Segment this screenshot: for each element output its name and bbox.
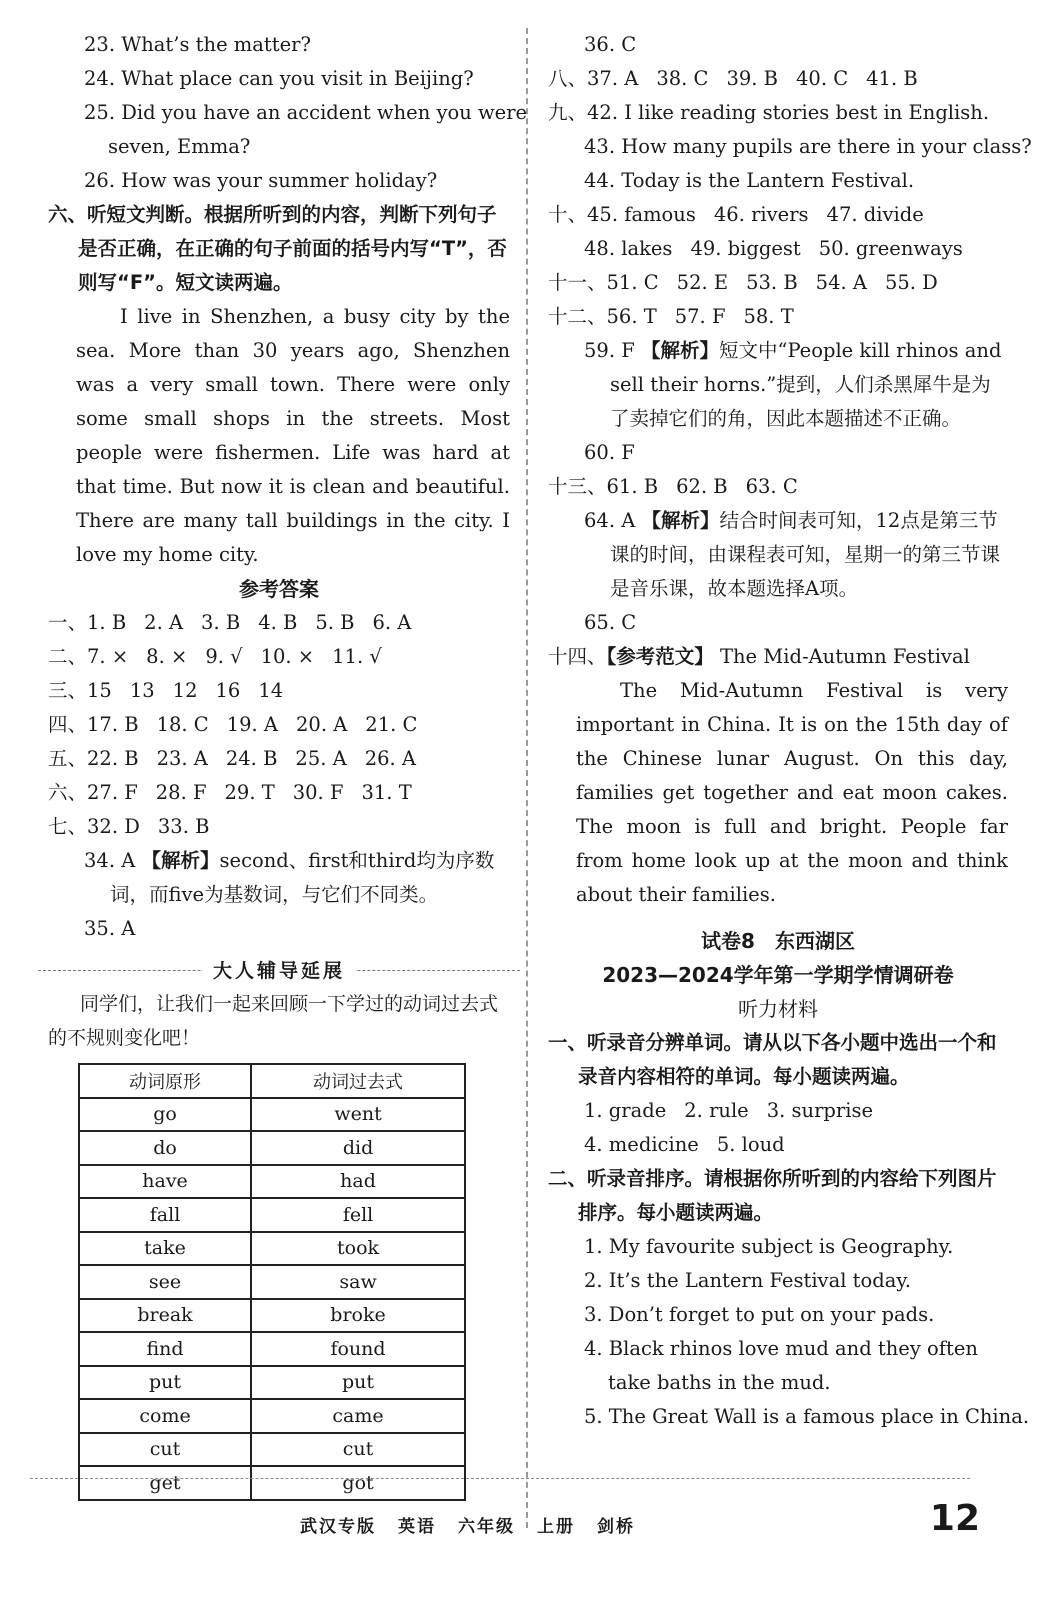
answer-item: 5. B <box>315 611 355 634</box>
answer-key <box>48 606 510 844</box>
answer-row-4 <box>48 708 510 742</box>
table-row <box>79 1433 465 1467</box>
base-form-cell: break <box>79 1299 251 1333</box>
base-form-cell: do <box>79 1131 251 1165</box>
base-form-cell: take <box>79 1232 251 1266</box>
word-item: 3. surprise <box>766 1099 874 1122</box>
answer-row-10b <box>548 232 1008 266</box>
answer-section-num: 四、 <box>48 713 88 736</box>
listening-passage: I live in Shenzhen, a busy city by the sea. More than 30 years ago, Shenzhen was a very small town. There were only some small shops in the streets. Most people were fishermen. Life was hard at that time. But now it is clean and beautiful. There are many tall buildings in the city. I love my home city. <box>76 305 510 566</box>
answer-item: 50. greenways <box>818 237 963 260</box>
listening-item-26: 26. How was your summer holiday? <box>84 169 438 192</box>
section-6-heading: 六、听短文判断。根据所听到的内容，判断下列句子是否正确，在正确的句子前面的括号内写“T”，否则写“F”。短文读两遍。 <box>48 203 507 294</box>
answer-item: 38. C <box>656 67 709 90</box>
table-row <box>79 1232 465 1266</box>
footer-grade: 六年级 <box>458 1517 515 1537</box>
answer-section-num: 十四、 <box>548 645 607 668</box>
answer-item: 14 <box>258 679 284 702</box>
answer-item: 16 <box>215 679 241 702</box>
answer-row-7 <box>48 810 510 844</box>
answer-item: 48. lakes <box>584 237 673 260</box>
footer-subject: 英语 <box>398 1517 436 1537</box>
sample-essay-tag: 【参考范文】 <box>606 645 714 668</box>
base-form-cell: have <box>79 1165 251 1199</box>
footer <box>300 1512 657 1537</box>
column-divider <box>526 28 528 1528</box>
answer-item: 49. biggest <box>690 237 801 260</box>
answer-item: 63. C <box>745 475 798 498</box>
answer-item: 57. F <box>674 305 726 328</box>
answer-59 <box>548 334 1008 436</box>
answer-item: 9. √ <box>205 645 243 668</box>
sentence-item-1: 1. My favourite subject is Geography. <box>584 1235 954 1258</box>
listening-section-2-heading: 二、听录音排序。请根据你所听到的内容给下列图片排序。每小题读两遍。 <box>548 1167 997 1224</box>
answer-row-12 <box>548 300 1008 334</box>
base-form-cell: put <box>79 1366 251 1400</box>
table-row <box>79 1165 465 1199</box>
answer-section-num: 八、 <box>548 67 588 90</box>
answer-row-11 <box>548 266 1008 300</box>
answer-44: 44. Today is the Lantern Festival. <box>584 169 915 192</box>
past-form-cell: found <box>251 1332 465 1366</box>
essay-title: The Mid-Autumn Festival <box>719 645 970 668</box>
answer-row-10a <box>548 198 1008 232</box>
answer-section-8 <box>548 62 1008 96</box>
answer-item: 45. famous <box>587 203 696 226</box>
word-row-1 <box>548 1094 1008 1128</box>
footer-divider <box>30 1478 970 1479</box>
table-row <box>79 1466 465 1500</box>
past-form-cell: took <box>251 1232 465 1266</box>
answer-item: 22. B <box>87 747 139 770</box>
answer-row-3 <box>48 674 510 708</box>
answer-item: 23. A <box>156 747 208 770</box>
table-row <box>79 1332 465 1366</box>
answer-34-explanation: second、first和third均为序数词，而five为基数词，与它们不同类。 <box>110 849 495 906</box>
footer-edition: 武汉专版 <box>300 1517 376 1537</box>
table-header-base-form: 动词原形 <box>79 1064 251 1098</box>
footer-volume: 上册 <box>537 1517 575 1537</box>
paper-subtitle: 2023—2024学年第一学期学情调研卷 <box>602 963 954 987</box>
sentence-item-2: 2. It’s the Lantern Festival today. <box>584 1269 911 1292</box>
answer-item: 12 <box>172 679 198 702</box>
answer-section-num: 七、 <box>48 815 88 838</box>
answer-row-1 <box>48 606 510 640</box>
answer-item: 6. A <box>372 611 412 634</box>
answer-60: 60. F <box>584 441 635 464</box>
answer-item: 8. × <box>146 645 188 668</box>
answer-item: 56. T <box>606 305 657 328</box>
past-form-cell: got <box>251 1466 465 1500</box>
word-item: 1. grade <box>584 1099 667 1122</box>
answer-64-num: 64. A <box>584 509 636 532</box>
answer-item: 24. B <box>225 747 278 770</box>
listening-item-25-cont: seven, Emma? <box>108 135 251 158</box>
answer-36: 36. C <box>584 33 637 56</box>
answer-row-2 <box>48 640 510 674</box>
answer-34 <box>48 844 510 912</box>
answer-item: 2. A <box>144 611 184 634</box>
irregular-verbs-table <box>78 1063 466 1501</box>
answer-section-num: 十三、 <box>548 475 607 498</box>
answer-row-5 <box>48 742 510 776</box>
answer-section-num: 十一、 <box>548 271 607 294</box>
listening-item-25: 25. Did you have an accident when you were <box>84 101 528 124</box>
table-row <box>79 1299 465 1333</box>
answer-item: 58. T <box>743 305 794 328</box>
past-form-cell: had <box>251 1165 465 1199</box>
table-row <box>79 1131 465 1165</box>
base-form-cell: come <box>79 1399 251 1433</box>
answer-item: 20. A <box>296 713 348 736</box>
table-header-row <box>79 1064 465 1098</box>
answer-item: 11. √ <box>332 645 382 668</box>
left-column <box>48 28 528 1501</box>
answer-section-num: 十二、 <box>548 305 607 328</box>
answer-item: 46. rivers <box>713 203 809 226</box>
answer-item: 19. A <box>226 713 278 736</box>
extension-title <box>48 956 510 983</box>
page-number: 12 <box>929 1498 980 1539</box>
answer-59-num: 59. F <box>584 339 635 362</box>
answer-item: 33. B <box>157 815 210 838</box>
base-form-cell: find <box>79 1332 251 1366</box>
answer-item: 31. T <box>361 781 412 804</box>
answer-item: 41. B <box>866 67 918 90</box>
table-row <box>79 1198 465 1232</box>
answer-item: 3. B <box>201 611 241 634</box>
listening-item-24: 24. What place can you visit in Beijing? <box>84 67 474 90</box>
word-item: 2. rule <box>684 1099 749 1122</box>
extension-title-text: 大人辅导延展 <box>203 960 355 982</box>
answer-section-num: 十、 <box>548 203 588 226</box>
table-header-past-form: 动词过去式 <box>251 1064 465 1098</box>
answer-item: 4. B <box>258 611 298 634</box>
base-form-cell: see <box>79 1265 251 1299</box>
answer-64-explanation: 结合时间表可知，12点是第三节课的时间，由课程表可知，星期一的第三节课是音乐课，故本题选择A项。 <box>610 509 1001 600</box>
word-row-2 <box>548 1128 1008 1162</box>
answer-item: 26. A <box>364 747 416 770</box>
analysis-tag: 【解析】 <box>641 509 720 532</box>
base-form-cell: get <box>79 1466 251 1500</box>
extension-intro: 同学们，让我们一起来回顾一下学过的动词过去式的不规则变化吧！ <box>48 993 499 1049</box>
answer-key-title: 参考答案 <box>239 577 319 601</box>
answer-item: 25. A <box>295 747 347 770</box>
answer-item: 40. C <box>796 67 849 90</box>
word-item: 4. medicine <box>584 1133 699 1156</box>
answer-item: 51. C <box>606 271 659 294</box>
answer-item: 1. B <box>87 611 127 634</box>
answer-35: 35. A <box>84 917 136 940</box>
answer-section-num: 一、 <box>48 611 88 634</box>
sentence-item-5: 5. The Great Wall is a famous place in China. <box>584 1405 1030 1428</box>
answer-item: 15 <box>87 679 112 702</box>
answer-row-13 <box>548 470 1008 504</box>
answer-item: 32. D <box>87 815 140 838</box>
table-row <box>79 1265 465 1299</box>
past-form-cell: fell <box>251 1198 465 1232</box>
answer-section-num: 六、 <box>48 781 88 804</box>
answer-item: 10. × <box>260 645 315 668</box>
answer-item: 53. B <box>746 271 798 294</box>
answer-section-num: 五、 <box>48 747 88 770</box>
table-row <box>79 1399 465 1433</box>
answer-item: 28. F <box>155 781 207 804</box>
analysis-tag: 【解析】 <box>640 339 719 362</box>
sentence-item-4: 4. Black rhinos love mud and they often take baths in the mud. <box>584 1337 978 1394</box>
base-form-cell: go <box>79 1098 251 1132</box>
answer-item: 54. A <box>815 271 867 294</box>
answer-item: 13 <box>129 679 155 702</box>
answer-item: 21. C <box>365 713 418 736</box>
answer-item: 30. F <box>292 781 344 804</box>
answer-row-6 <box>48 776 510 810</box>
answer-item: 18. C <box>156 713 209 736</box>
answer-item: 52. E <box>676 271 729 294</box>
analysis-tag: 【解析】 <box>141 849 220 872</box>
answer-34-num: 34. A <box>84 849 136 872</box>
answer-item: 55. D <box>884 271 938 294</box>
footer-publisher: 剑桥 <box>597 1517 635 1537</box>
section-14-heading <box>548 640 1008 674</box>
answer-item: 62. B <box>676 475 728 498</box>
answer-item: 39. B <box>726 67 778 90</box>
answer-59-explanation: 短文中“People kill rhinos and sell their horns.”提到，人们杀黑犀牛是为了卖掉它们的角，因此本题描述不正确。 <box>610 339 1002 430</box>
past-form-cell: did <box>251 1131 465 1165</box>
sample-essay: The Mid-Autumn Festival is very important in China. It is on the 15th day of the Chinese lunar August. On this day, families get together and eat moon cakes. The moon is full and bright. People far from home look up at the moon and think about their families. <box>576 679 1008 906</box>
answer-section-num: 二、 <box>48 645 88 668</box>
answer-section-num: 三、 <box>48 679 88 702</box>
listening-material-title: 听力材料 <box>738 997 818 1021</box>
answer-43: 43. How many pupils are there in your class? <box>584 135 1032 158</box>
paper-title: 试卷8 东西湖区 <box>701 929 855 953</box>
past-form-cell: cut <box>251 1433 465 1467</box>
table-row <box>79 1366 465 1400</box>
answer-item: 37. A <box>587 67 639 90</box>
past-form-cell: came <box>251 1399 465 1433</box>
past-form-cell: put <box>251 1366 465 1400</box>
answer-item: 27. F <box>87 781 138 804</box>
listening-section-1-heading: 一、听录音分辨单词。请从以下各小题中选出一个和录音内容相符的单词。每小题读两遍。 <box>548 1031 997 1088</box>
answer-section-13 <box>548 470 1008 504</box>
answer-section-10 <box>548 198 1008 334</box>
answer-row-8 <box>548 62 1008 96</box>
word-item: 5. loud <box>716 1133 785 1156</box>
answer-42: 九、42. I like reading stories best in English. <box>548 101 990 124</box>
past-form-cell: saw <box>251 1265 465 1299</box>
past-form-cell: went <box>251 1098 465 1132</box>
listening-section-1-items <box>548 1094 1008 1162</box>
answer-item: 29. T <box>224 781 275 804</box>
sentence-item-3: 3. Don’t forget to put on your pads. <box>584 1303 935 1326</box>
base-form-cell: fall <box>79 1198 251 1232</box>
answer-item: 7. × <box>87 645 129 668</box>
answer-64 <box>548 504 1008 606</box>
past-form-cell: broke <box>251 1299 465 1333</box>
answer-65: 65. C <box>584 611 637 634</box>
right-column <box>548 28 1032 1434</box>
base-form-cell: cut <box>79 1433 251 1467</box>
listening-item-23: 23. What’s the matter? <box>84 33 311 56</box>
table-row <box>79 1098 465 1132</box>
answer-item: 47. divide <box>826 203 924 226</box>
answer-item: 17. B <box>87 713 139 736</box>
answer-item: 61. B <box>606 475 659 498</box>
